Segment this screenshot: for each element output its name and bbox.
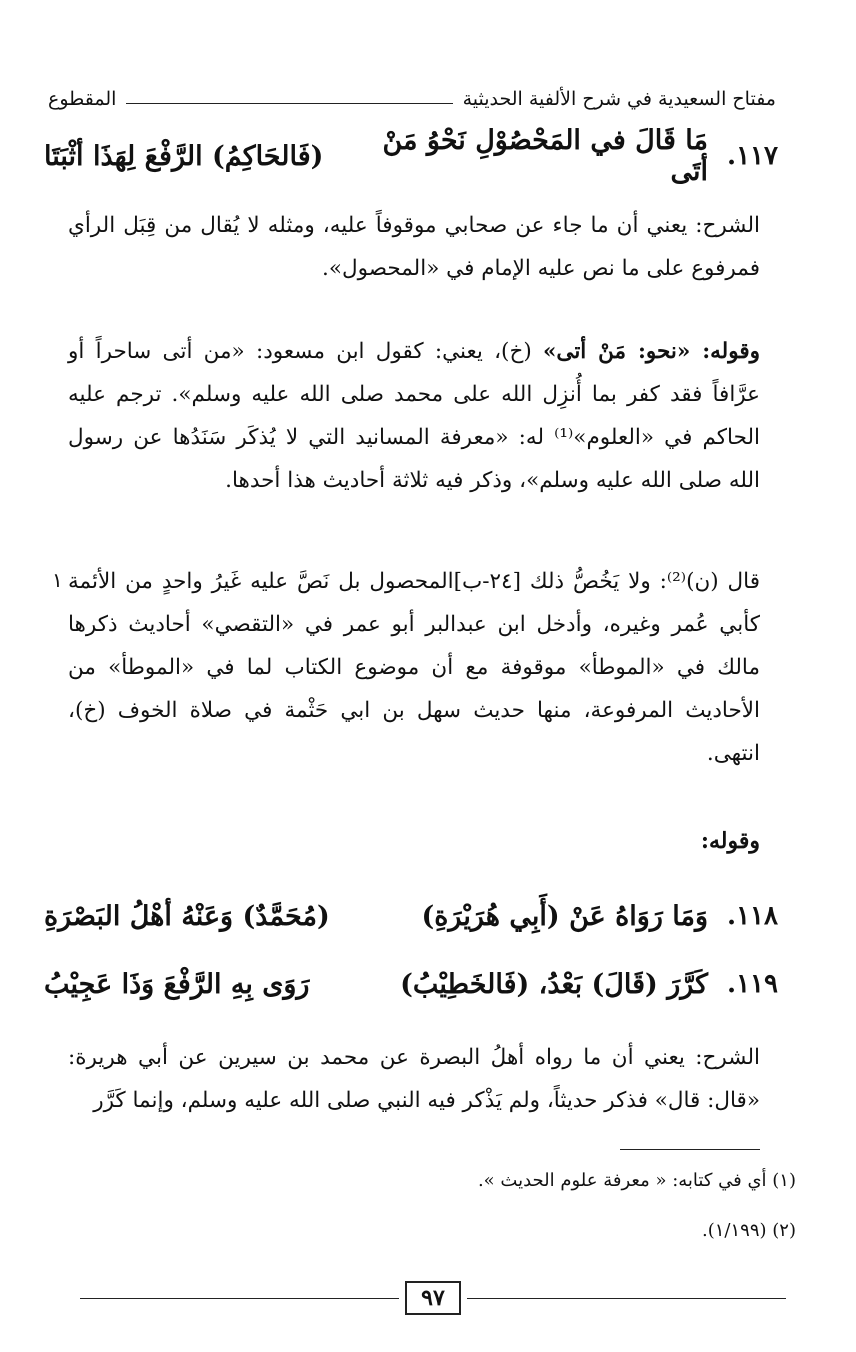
verse-first-hemistich: مَا قَالَ في المَحْصُوْلِ نَحْوُ مَنْ أتَى [382,125,708,187]
header-rule [126,103,452,104]
commentary-paragraph-2 [68,330,760,502]
verse-first-hemistich: كَرَّرَ (قَالَ) بَعْدُ، (فَالخَطِيْبُ) [400,968,708,1000]
commentary-paragraph-3: قال (ن)⁽²⁾: ولا يَخُصُّ ذلك [٢٤-ب]المحصول بل نَصَّ عليه غَيرُ واحدٍ من الأئمة كأبي عُمر وغيره، وأدخل ابن عبدالبر أبو عمر في «التقصي» أحاديث ذكرها مالك في «الموطأ» موقوفة مع أن موضوع الكتاب لما في «الموطأ» من الأحاديث المرفوعة، منها حديث سهل بن ابي حَثْمة في صلاة الخوف (خ)، انتهى. [68,569,760,766]
section-title: المقطوع [48,88,117,110]
verse-second-hemistich: (فَالحَاكِمُ) الرَّفْعَ لِهَذَا أثْبَتَا [44,140,324,172]
footnote-separator [620,1149,760,1150]
footnote-2: (٢) (١/١٩٩). [702,1220,796,1241]
verse-119 [44,960,778,1008]
footer-rule-left [80,1298,399,1299]
commentary-paragraph-1: الشرح: يعني أن ما جاء عن صحابي موقوفاً عليه، ومثله لا يُقال من قِبَل الرأي فمرفوع على ما نص عليه الإمام في «المحصول». [68,213,760,281]
paragraph-text: (خ)، يعني: كقول ابن مسعود: «من أتى ساحراً أو عرَّافاً فقد كفر بما أُنزِل الله على محمد صلى الله عليه وسلم». ترجم عليه الحاكم في «العلوم»⁽¹⁾ له: «معرفة المسانيد التي لا يُذكَر سَنَدُها عن رسول الله صلى الله عليه وسلم»، وذكر فيه ثلاثة أحاديث هذا أحدها. [68,339,760,493]
running-header [48,80,776,110]
section-label: وقوله: [700,828,760,854]
verse-118 [44,892,778,940]
verse-number: ١١٩. [727,969,778,999]
verse-second-hemistich: (مُحَمَّدٌ) وَعَنْهُ أهْلُ البَصْرَةِ [44,900,330,932]
verse-number: ١١٨. [727,901,778,931]
quoted-phrase: وقوله: «نحو: مَنْ أتى» [542,339,760,364]
footer-rule-right [467,1298,786,1299]
margin-mark: ١ [52,568,63,592]
commentary-paragraph-4: الشرح: يعني أن ما رواه أهلُ البصرة عن محمد بن سيرين عن أبي هريرة: «قال: قال» فذكر حديثاً، ولم يَذْكر فيه النبي صلى الله عليه وسلم، وإنما كَرَّر [68,1045,760,1113]
page-footer [80,1280,786,1316]
page-number: ٩٧ [405,1281,461,1315]
verse-second-hemistich: رَوَى بِهِ الرَّفْعَ وَذَا عَجِيْبُ [44,968,310,1000]
book-title: مفتاح السعيدية في شرح الألفية الحديثية [462,88,776,110]
verse-117 [44,125,778,187]
footnote-1: (١) أي في كتابه: « معرفة علوم الحديث ». [477,1170,796,1191]
verse-first-hemistich: وَمَا رَوَاهُ عَنْ (أَبِي هُرَيْرَةِ) [421,900,708,932]
verse-number: ١١٧. [727,141,778,171]
